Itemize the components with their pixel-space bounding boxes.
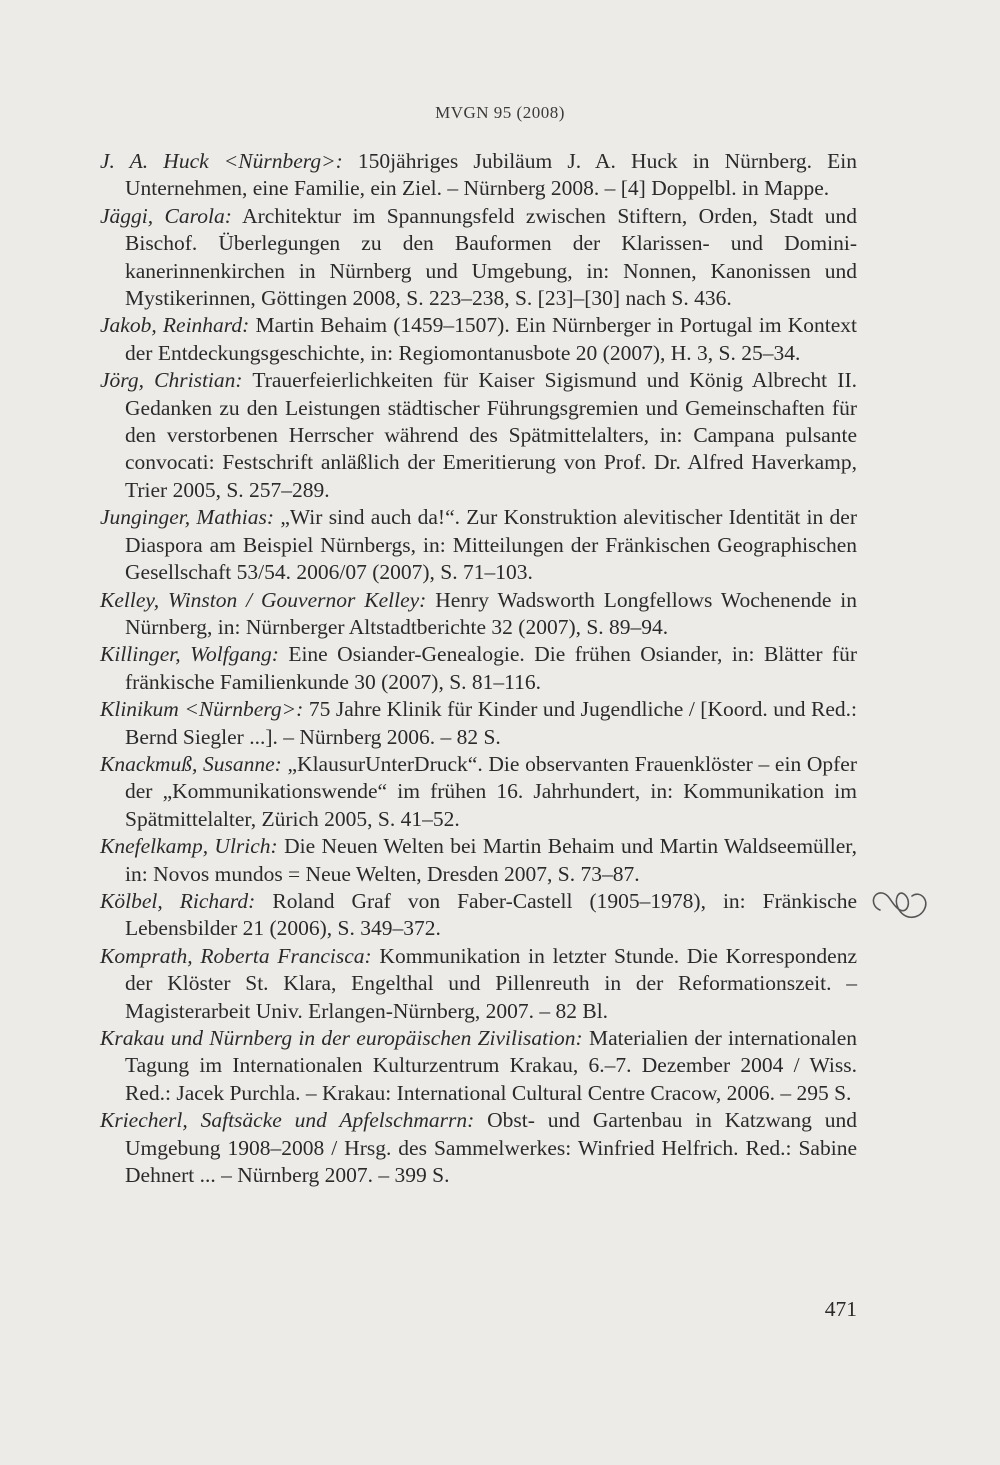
entry-text: Obst- und Gartenbau in Katzwang und Umgebung 1908–2008 / Hrsg. des Sammelwerkes: Winfried Helfrich. Red.: Sabine Dehnert ... – Nürnberg 2007. – 399 S. bbox=[125, 1108, 857, 1188]
bibliography-entry bbox=[100, 751, 857, 833]
entry-text: 75 Jahre Klinik für Kinder und Jugendliche / [Koord. und Red.: Bernd Siegler ...]. – Nürnberg 2006. – 82 S. bbox=[125, 697, 857, 749]
bibliography-entry bbox=[100, 367, 857, 504]
entry-author: Krakau und Nürnberg in der europäischen Zivilisation: bbox=[100, 1026, 583, 1050]
entry-author: Kölbel, Richard: bbox=[100, 888, 256, 913]
bibliography-entry bbox=[100, 1025, 857, 1107]
entry-author: Komprath, Roberta Francisca: bbox=[100, 943, 372, 968]
entry-author: Kelley, Winston / Gouvernor Kelley: bbox=[100, 587, 427, 612]
entry-author: Jakob, Reinhard: bbox=[100, 313, 250, 338]
page-number: 471 bbox=[824, 1297, 857, 1321]
entry-author: Knackmuß, Susanne: bbox=[100, 751, 282, 776]
entry-text: „Wir sind auch da!“. Zur Konstruktion alevitischer Identität in der Diaspora am Beispiel Nürnbergs, in: Mitteilungen der Fränkischen Geographischen Gesellschaft 53/54. 2006/07 (2007), S. 71–103. bbox=[125, 505, 857, 585]
entry-text: Martin Behaim (1459–1507). Ein Nürnberger in Portugal im Kontext der Entdeckungsgeschichte, in: Regiomontanusbote 20 (2007), H. 3, S. 25–34. bbox=[125, 313, 858, 365]
entry-text: „KlausurUnterDruck“. Die observanten Frauenklöster – ein Opfer der „Kommunikationswende“ im frühen 16. Jahrhundert, in: Kommunikation im Spätmittelalter, Zürich 2005, S. 41–52. bbox=[125, 751, 857, 831]
bibliography-entry bbox=[100, 943, 857, 1025]
bibliography-entry bbox=[100, 587, 857, 642]
running-head: MVGN 95 (2008) bbox=[435, 103, 565, 122]
bibliography-entry bbox=[100, 641, 857, 696]
bibliography-entry bbox=[100, 312, 857, 367]
entry-text: Kommunikation in letzter Stunde. Die Korrespondenz der Klöster St. Klara, Engelthal und Pillenreuth in der Reformationszeit. – Magisterarbeit Univ. Erlangen-Nürnberg, 2007. – 82 Bl. bbox=[125, 943, 858, 1023]
entry-text: Eine Osiander-Genealogie. Die frühen Osiander, in: Blätter für fränkische Familienkunde 30 (2007), S. 81–116. bbox=[125, 642, 857, 694]
entry-author: Knefelkamp, Ulrich: bbox=[100, 834, 278, 859]
bibliography-entry bbox=[100, 504, 857, 586]
bibliography-entry bbox=[100, 1107, 857, 1189]
entry-text: 150jähriges Jubiläum J. A. Huck in Nürnberg. Ein Unternehmen, eine Familie, ein Ziel. – Nürnberg 2008. – [4] Doppelbl. in Mappe. bbox=[125, 149, 857, 201]
entry-author: Junginger, Mathias: bbox=[100, 505, 275, 530]
entry-text: Materialien der internationalen Tagung im Internationalen Kulturzentrum Krakau, 6.–7. Dezember 2004 / Wiss. Red.: Jacek Purchla. – Krakau: International Cultural Centre Cracow, 2006. – 295 S. bbox=[125, 1026, 857, 1105]
entry-author: J. A. Huck <Nürnberg>: bbox=[100, 149, 343, 173]
entry-author: Killinger, Wolfgang: bbox=[100, 642, 279, 667]
entry-text: Roland Graf von Faber-Castell (1905–1978), in: Fränkische Lebensbilder 21 (2006), S. 349–372. bbox=[125, 888, 857, 941]
entry-text: Henry Wadsworth Longfellows Wochenende in Nürnberg, in: Nürnberger Altstadtberichte 32 (2007), S. 89–94. bbox=[125, 587, 857, 639]
entry-author: Jörg, Christian: bbox=[100, 368, 243, 393]
entry-text: Architektur im Spannungsfeld zwischen Stiftern, Orden, Stadt und Bischof. Überlegungen zu den Bauformen der Klarissen- und Dominikanerinnenkirchen in Nürnberg und Umgebung, in: Nonnen, Kanonissen und Mystikerinnen, Göttingen 2008, S. 223–238, S. [23]–[30] nach S. 436. bbox=[125, 203, 857, 311]
bibliography-entry bbox=[100, 696, 857, 751]
entry-author: Jäggi, Carola: bbox=[100, 203, 232, 228]
bibliography-entry bbox=[100, 888, 857, 943]
handwritten-margin-mark bbox=[866, 880, 936, 935]
bibliography-list bbox=[100, 148, 857, 1189]
entry-author: Kriecherl, Saftsäcke und Apfelschmarrn: bbox=[100, 1108, 475, 1133]
entry-text: Trauerfeierlichkeiten für Kaiser Sigismund und König Albrecht II. Gedanken zu den Leistungen städtischer Führungsgremien und Gemeinschaften für den verstorbenen Herrscher während des Spätmittelalters, in: Campana pulsante convocati: Festschrift anläßlich der Emeritierung von Prof. Dr. Alfred Haverkamp, Trier 2005, S. 257–289. bbox=[125, 368, 857, 502]
entry-author: Klinikum <Nürnberg>: bbox=[100, 697, 304, 722]
bibliography-entry bbox=[100, 148, 857, 203]
bibliography-entry bbox=[100, 833, 857, 888]
bibliography-entry bbox=[100, 203, 857, 313]
entry-text: Die Neuen Welten bei Martin Behaim und Martin Waldseemüller, in: Novos mundos = Neue Welten, Dresden 2007, S. 73–87. bbox=[125, 834, 857, 886]
